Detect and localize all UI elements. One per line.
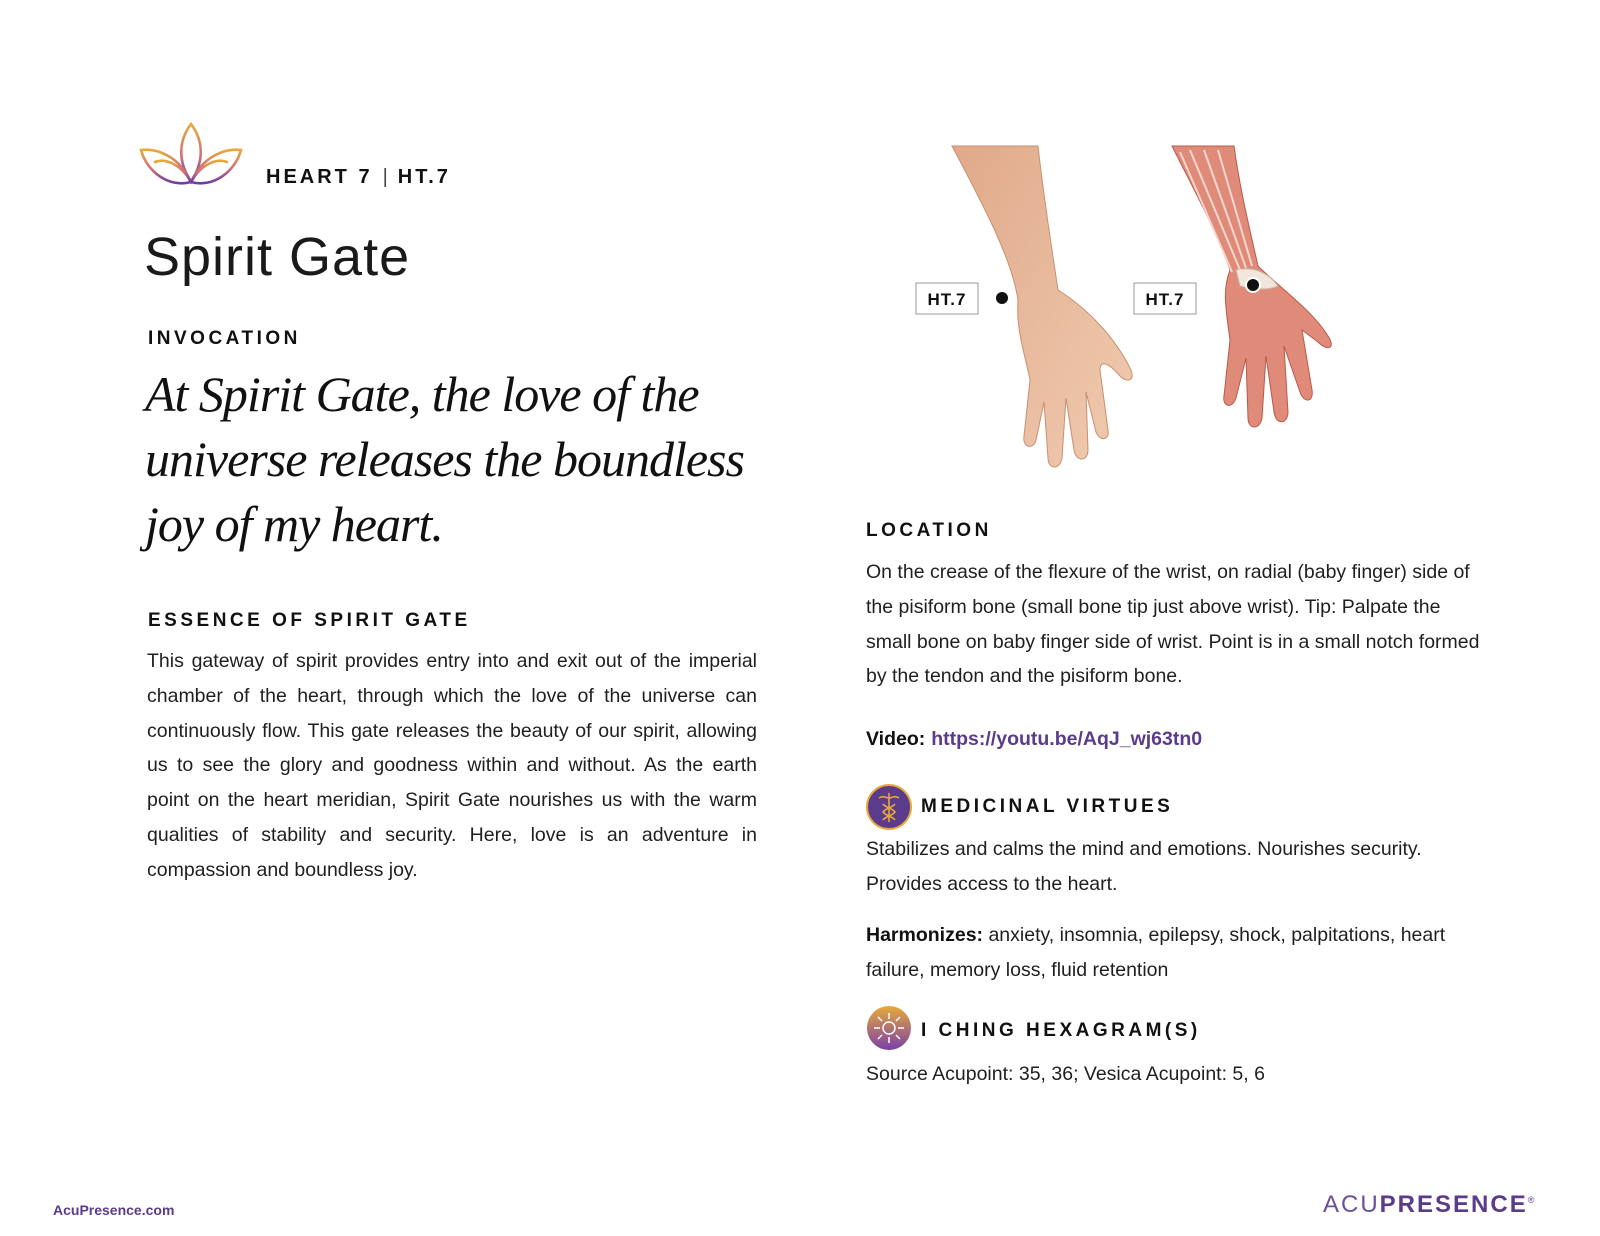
- ht7-point-right: [1246, 278, 1260, 292]
- i-ching-icon: [866, 1005, 912, 1051]
- invocation-heading: INVOCATION: [148, 328, 301, 349]
- location-text: On the crease of the flexure of the wrist, on radial (baby finger) side of the pisiform bone (small bone tip just above wrist). Tip: Palpate the small bone on baby finger side of wrist. Point is in a small notch formed by the tendon and the pisiform bone.: [866, 561, 1480, 688]
- harmonizes-text: [866, 918, 1486, 988]
- ht7-label-left: HT.7: [927, 290, 967, 309]
- harmonizes-list: anxiety, insomnia, epilepsy, shock, palpitations, heart failure, memory loss, fluid retention: [866, 924, 1446, 981]
- point-code-header: [266, 166, 451, 189]
- video-row: [866, 728, 1202, 751]
- brand-bold: PRESENCE: [1379, 1191, 1528, 1218]
- brand-thin: ACU: [1323, 1191, 1380, 1218]
- iching-text: Source Acupoint: 35, 36; Vesica Acupoint: 5, 6: [866, 1063, 1265, 1085]
- site-link[interactable]: AcuPresence.com: [53, 1202, 175, 1218]
- header-separator: |: [382, 166, 388, 188]
- lotus-logo-icon: [135, 122, 247, 194]
- location-heading: LOCATION: [866, 520, 992, 541]
- virtues-heading: MEDICINAL VIRTUES: [921, 796, 1174, 817]
- caduceus-icon: [866, 784, 912, 830]
- registered-mark: ®: [1527, 1195, 1535, 1205]
- video-link[interactable]: https://youtu.be/AqJ_wj63tn0: [931, 728, 1203, 750]
- wrist-illustration: [927, 140, 1390, 480]
- hand-skin-image: [952, 146, 1132, 467]
- invocation-text: At Spirit Gate, the love of the universe releases the boundless joy of my heart.: [145, 366, 744, 552]
- ht7-label-right: HT.7: [1145, 290, 1185, 309]
- iching-heading: I CHING HEXAGRAM(S): [921, 1020, 1201, 1041]
- point-name: HEART 7: [266, 166, 373, 188]
- essence-text: This gateway of spirit provides entry into and exit out of the imperial chamber of the heart, through which the love of the universe can continuously flow. This gate releases the beauty of our spirit, allowing us to see the glory and goodness within and without. As the earth point on the heart meridian, Spirit Gate nourishes us with the warm qualities of stability and security. Here, love is an adventure in compassion and boundless joy.: [147, 650, 757, 881]
- virtues-text: Stabilizes and calms the mind and emotions. Nourishes security. Provides access to the heart.: [866, 838, 1422, 895]
- point-code: HT.7: [397, 166, 451, 188]
- harmonizes-label: Harmonizes:: [866, 924, 984, 946]
- essence-heading: ESSENCE OF SPIRIT GATE: [148, 610, 471, 631]
- video-label: Video:: [866, 728, 926, 750]
- page-title: Spirit Gate: [144, 227, 411, 287]
- ht7-point-left: [995, 291, 1009, 305]
- brand-logo: [1323, 1191, 1534, 1219]
